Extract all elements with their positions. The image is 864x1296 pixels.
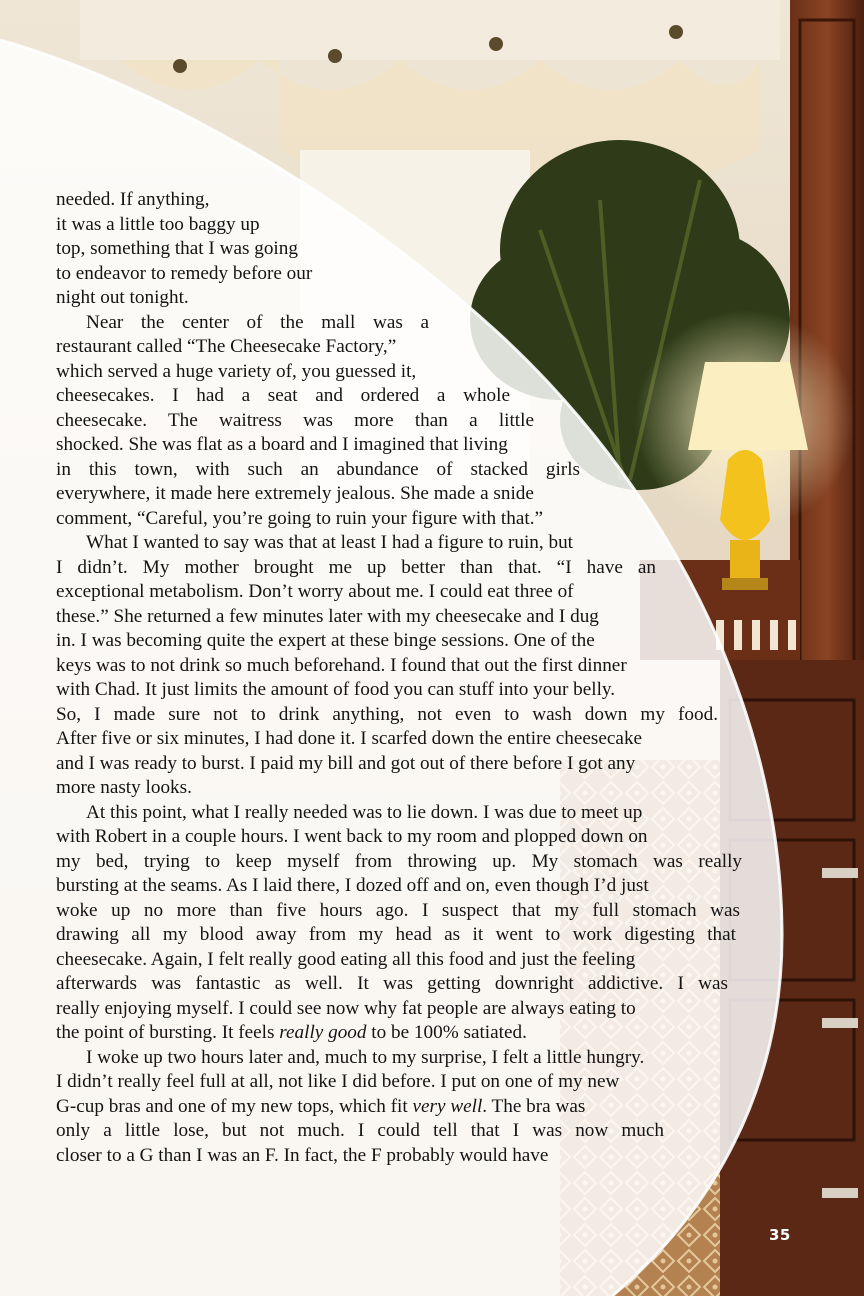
text-line: closer to a G than I was an F. In fact, the F probably would have <box>56 1144 549 1166</box>
text-line: Near the center of the mall was a <box>86 311 429 333</box>
text-line: bursting at the seams. As I laid there, I dozed off and on, even though I’d just <box>56 875 649 896</box>
text-line: more nasty looks. <box>56 777 192 798</box>
text-line: I didn’t. My mother brought me up better than that. “I have an <box>56 556 656 578</box>
text-line: my bed, trying to keep myself from throwing up. My stomach was really <box>56 850 742 872</box>
text-line: with Chad. It just limits the amount of food you can stuff into your belly. <box>56 679 616 700</box>
text-line: So, I made sure not to drink anything, not even to wash down my food. <box>56 703 718 725</box>
text-line: restaurant called “The Cheesecake Factory,” <box>56 336 397 357</box>
text-line: What I wanted to say was that at least I had a figure to ruin, but <box>86 532 573 553</box>
text-line: night out tonight. <box>56 287 189 308</box>
text-line: cheesecake. Again, I felt really good eating all this food and just the feeling <box>56 948 636 970</box>
text-line: in this town, with such an abundance of stacked girls <box>56 458 580 480</box>
text-line: needed. If anything, <box>56 189 210 210</box>
text-line: woke up no more than five hours ago. I suspect that my full stomach was <box>56 899 740 921</box>
emphasis-text: really good <box>279 1022 367 1043</box>
text-line: only a little lose, but not much. I could tell that I was now much <box>56 1120 664 1141</box>
text-segment: the point of bursting. It feels <box>56 1022 280 1043</box>
text-line: afterwards was fantastic as well. It was getting downright addictive. I was <box>56 973 728 994</box>
text-line <box>56 1021 527 1046</box>
text-line: I didn’t really feel full at all, not like I did before. I put on one of my new <box>56 1071 620 1092</box>
text-line: shocked. She was flat as a board and I imagined that living <box>56 434 508 455</box>
text-line: At this point, what I really needed was to lie down. I was due to meet up <box>86 801 643 823</box>
text-line: which served a huge variety of, you guessed it, <box>56 360 417 382</box>
emphasis-text: very well <box>412 1095 483 1117</box>
text-line: cheesecakes. I had a seat and ordered a whole <box>56 385 510 406</box>
text-line: comment, “Careful, you’re going to ruin your figure with that.” <box>56 507 544 529</box>
text-line: with Robert in a couple hours. I went back to my room and plopped down on <box>56 826 648 847</box>
text-line <box>56 1095 585 1120</box>
text-line: keys was to not drink so much beforehand. I found that out the first dinner <box>56 654 627 676</box>
text-line: exceptional metabolism. Don’t worry about me. I could eat three of <box>56 581 574 602</box>
text-line: cheesecake. The waitress was more than a little <box>56 409 534 431</box>
text-line: to endeavor to remedy before our <box>56 262 313 284</box>
text-line: and I was ready to burst. I paid my bill and got out of there before I got any <box>56 752 636 774</box>
text-line: these.” She returned a few minutes later with my cheesecake and I dug <box>56 605 599 627</box>
text-line: in. I was becoming quite the expert at these binge sessions. One of the <box>56 630 595 651</box>
text-line: everywhere, it made here extremely jealous. She made a snide <box>56 483 534 504</box>
text-segment: G-cup bras and one of my new tops, which fit <box>56 1095 413 1117</box>
page-number: 35 <box>769 1226 791 1244</box>
text-segment: to be 100% satiated. <box>366 1022 527 1043</box>
text-line: I woke up two hours later and, much to my surprise, I felt a little hungry. <box>86 1046 645 1068</box>
text-line: drawing all my blood away from my head as it went to work digesting that <box>56 924 736 945</box>
text-segment: . The bra was <box>482 1095 586 1117</box>
text-line: it was a little too baggy up <box>56 213 260 235</box>
text-line: After five or six minutes, I had done it. I scarfed down the entire cheesecake <box>56 728 643 749</box>
text-line: top, something that I was going <box>56 238 298 259</box>
text-line: really enjoying myself. I could see now why fat people are always eating to <box>56 997 636 1019</box>
